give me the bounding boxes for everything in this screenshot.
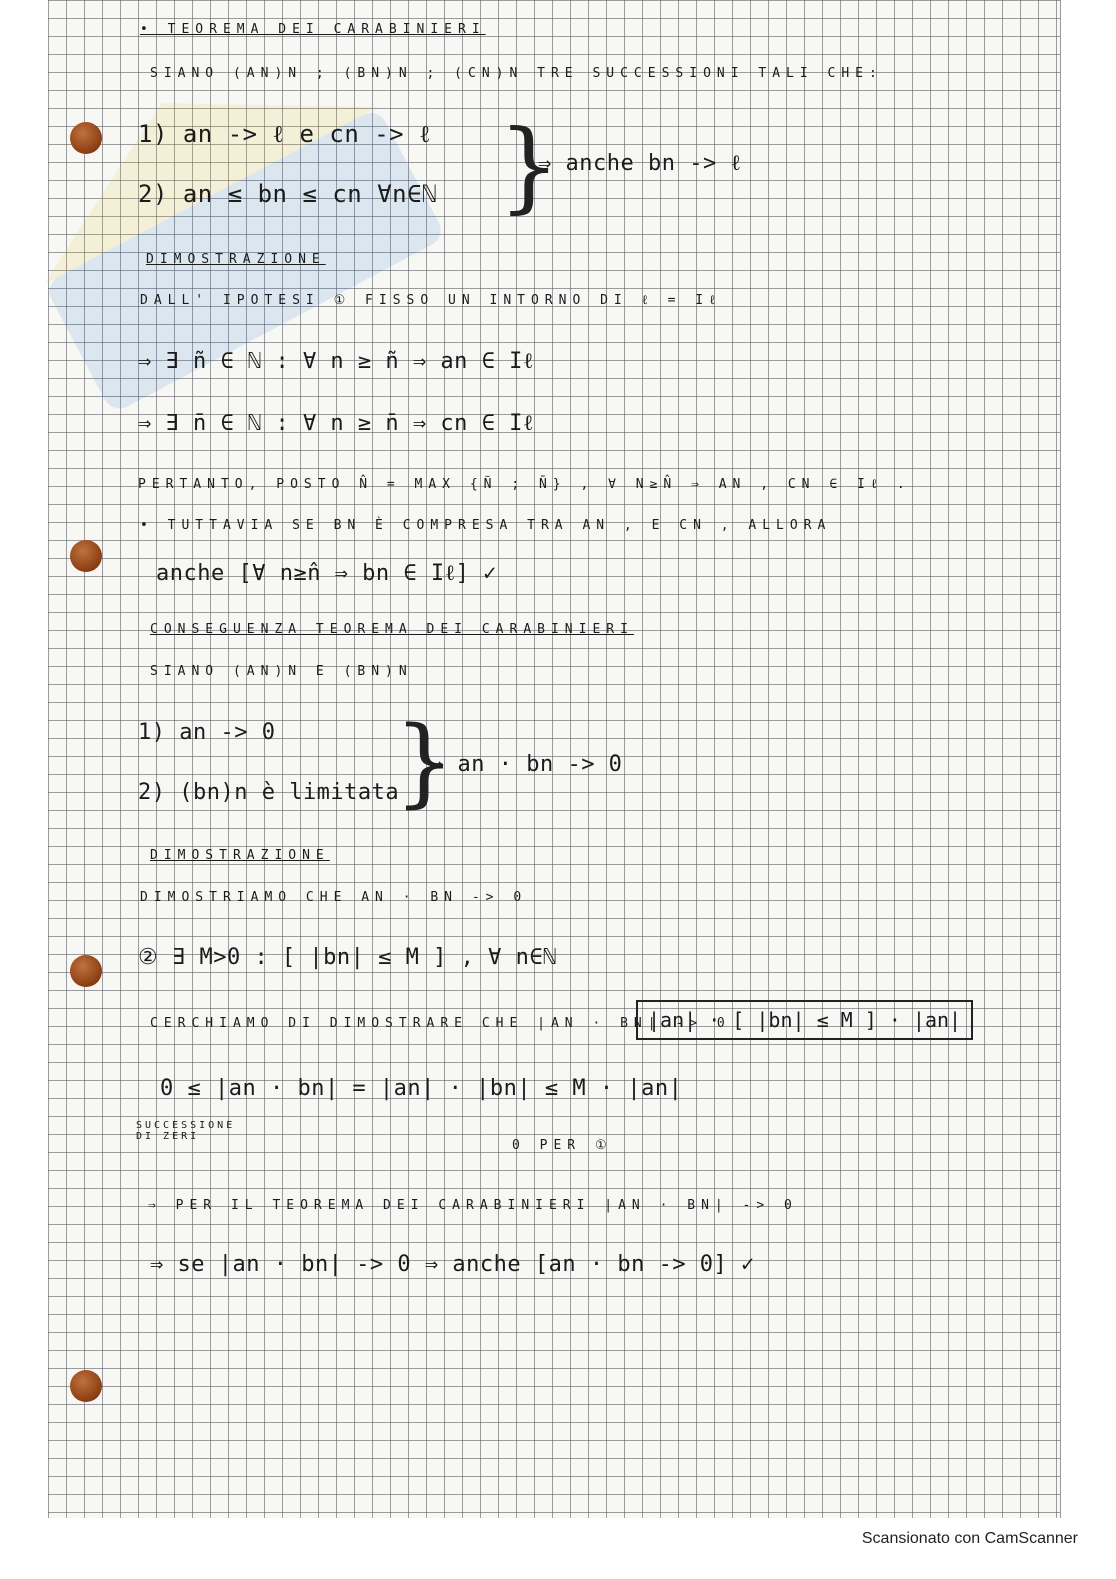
proof-1-line-3: ⇒ ∃ n̄ ∈ ℕ : ∀ n ≥ n̄ ⇒ cn ∈ Iℓ: [138, 411, 534, 436]
consequence-hypothesis-2: 2) (bn)n è limitata: [138, 780, 400, 805]
proof-1-line-6: anche [∀ n≥n̂ ⇒ bn ∈ Iℓ] ✓: [156, 561, 497, 586]
consequence-conclusion: ⇒ an · bn -> 0: [430, 752, 623, 777]
proof-2-title: DIMOSTRAZIONE: [150, 848, 330, 863]
proof-1-title: DIMOSTRAZIONE: [146, 252, 326, 267]
proof-2-line-6: ⇒ se |an · bn| -> 0 ⇒ anche [an · bn -> 0] ✓: [150, 1252, 755, 1277]
consequence-brace: }: [394, 706, 456, 818]
consequence-hypothesis-1: 1) an -> 0: [138, 720, 276, 745]
proof-1-line-2: ⇒ ∃ ñ ∈ ℕ : ∀ n ≥ ñ ⇒ an ∈ Iℓ: [138, 349, 534, 374]
hypothesis-brace: }: [498, 110, 561, 224]
proof-2-side-note: SUCCESSIONE DI ZERI: [136, 1120, 236, 1142]
proof-2-line-5: ⇒ PER IL TEOREMA DEI CARABINIERI |AN · BN| -> 0: [148, 1198, 798, 1213]
proof-1-line-4: PERTANTO, POSTO N̂ = MAX {Ñ ; N̄} , ∀ N≥N̂ ⇒ AN , CN ∈ Iℓ .: [138, 477, 911, 492]
binder-hole-4: [70, 1370, 102, 1402]
proof-2-per-1: 0 PER ①: [512, 1138, 613, 1153]
proof-2-line-1: DIMOSTRIAMO CHE AN · BN -> 0: [140, 890, 528, 905]
proof-1-line-1: DALL' IPOTESI ① FISSO UN INTORNO DI ℓ = Iℓ: [140, 293, 722, 308]
theorem-conclusion: ⇒ anche bn -> ℓ: [538, 151, 742, 176]
hypothesis-1: 1) an -> ℓ e cn -> ℓ: [138, 120, 432, 148]
binder-hole-3: [70, 955, 102, 987]
proof-1-line-5: • TUTTAVIA SE BN È COMPRESA TRA AN , E CN , ALLORA: [140, 518, 832, 533]
scanner-footer: Scansionato con CamScanner: [861, 1530, 1078, 1547]
proof-2-line-3: CERCHIAMO DI DIMOSTRARE CHE |AN · BN| -> 0: [150, 1016, 731, 1031]
binder-hole-2: [70, 540, 102, 572]
hypothesis-intro: SIANO (AN)N ; (BN)N ; (CN)N TRE SUCCESSIONI TALI CHE:: [150, 66, 883, 81]
proof-2-line-2: ② ∃ M>0 : [ |bn| ≤ M ] , ∀ n∈ℕ: [138, 945, 557, 970]
consequence-title: CONSEGUENZA TEOREMA DEI CARABINIERI: [150, 622, 634, 637]
hypothesis-2: 2) an ≤ bn ≤ cn ∀n∈ℕ: [138, 180, 437, 208]
binder-hole-1: [70, 122, 102, 154]
consequence-intro: SIANO (AN)N E (BN)N: [150, 664, 413, 679]
proof-2-line-4: 0 ≤ |an · bn| = |an| · |bn| ≤ M · |an|: [160, 1076, 683, 1101]
theorem-title: • TEOREMA DEI CARABINIERI: [140, 22, 486, 37]
proof-2-boxed-note: |an| · [ |bn| ≤ M ] · |an|: [636, 1000, 973, 1040]
